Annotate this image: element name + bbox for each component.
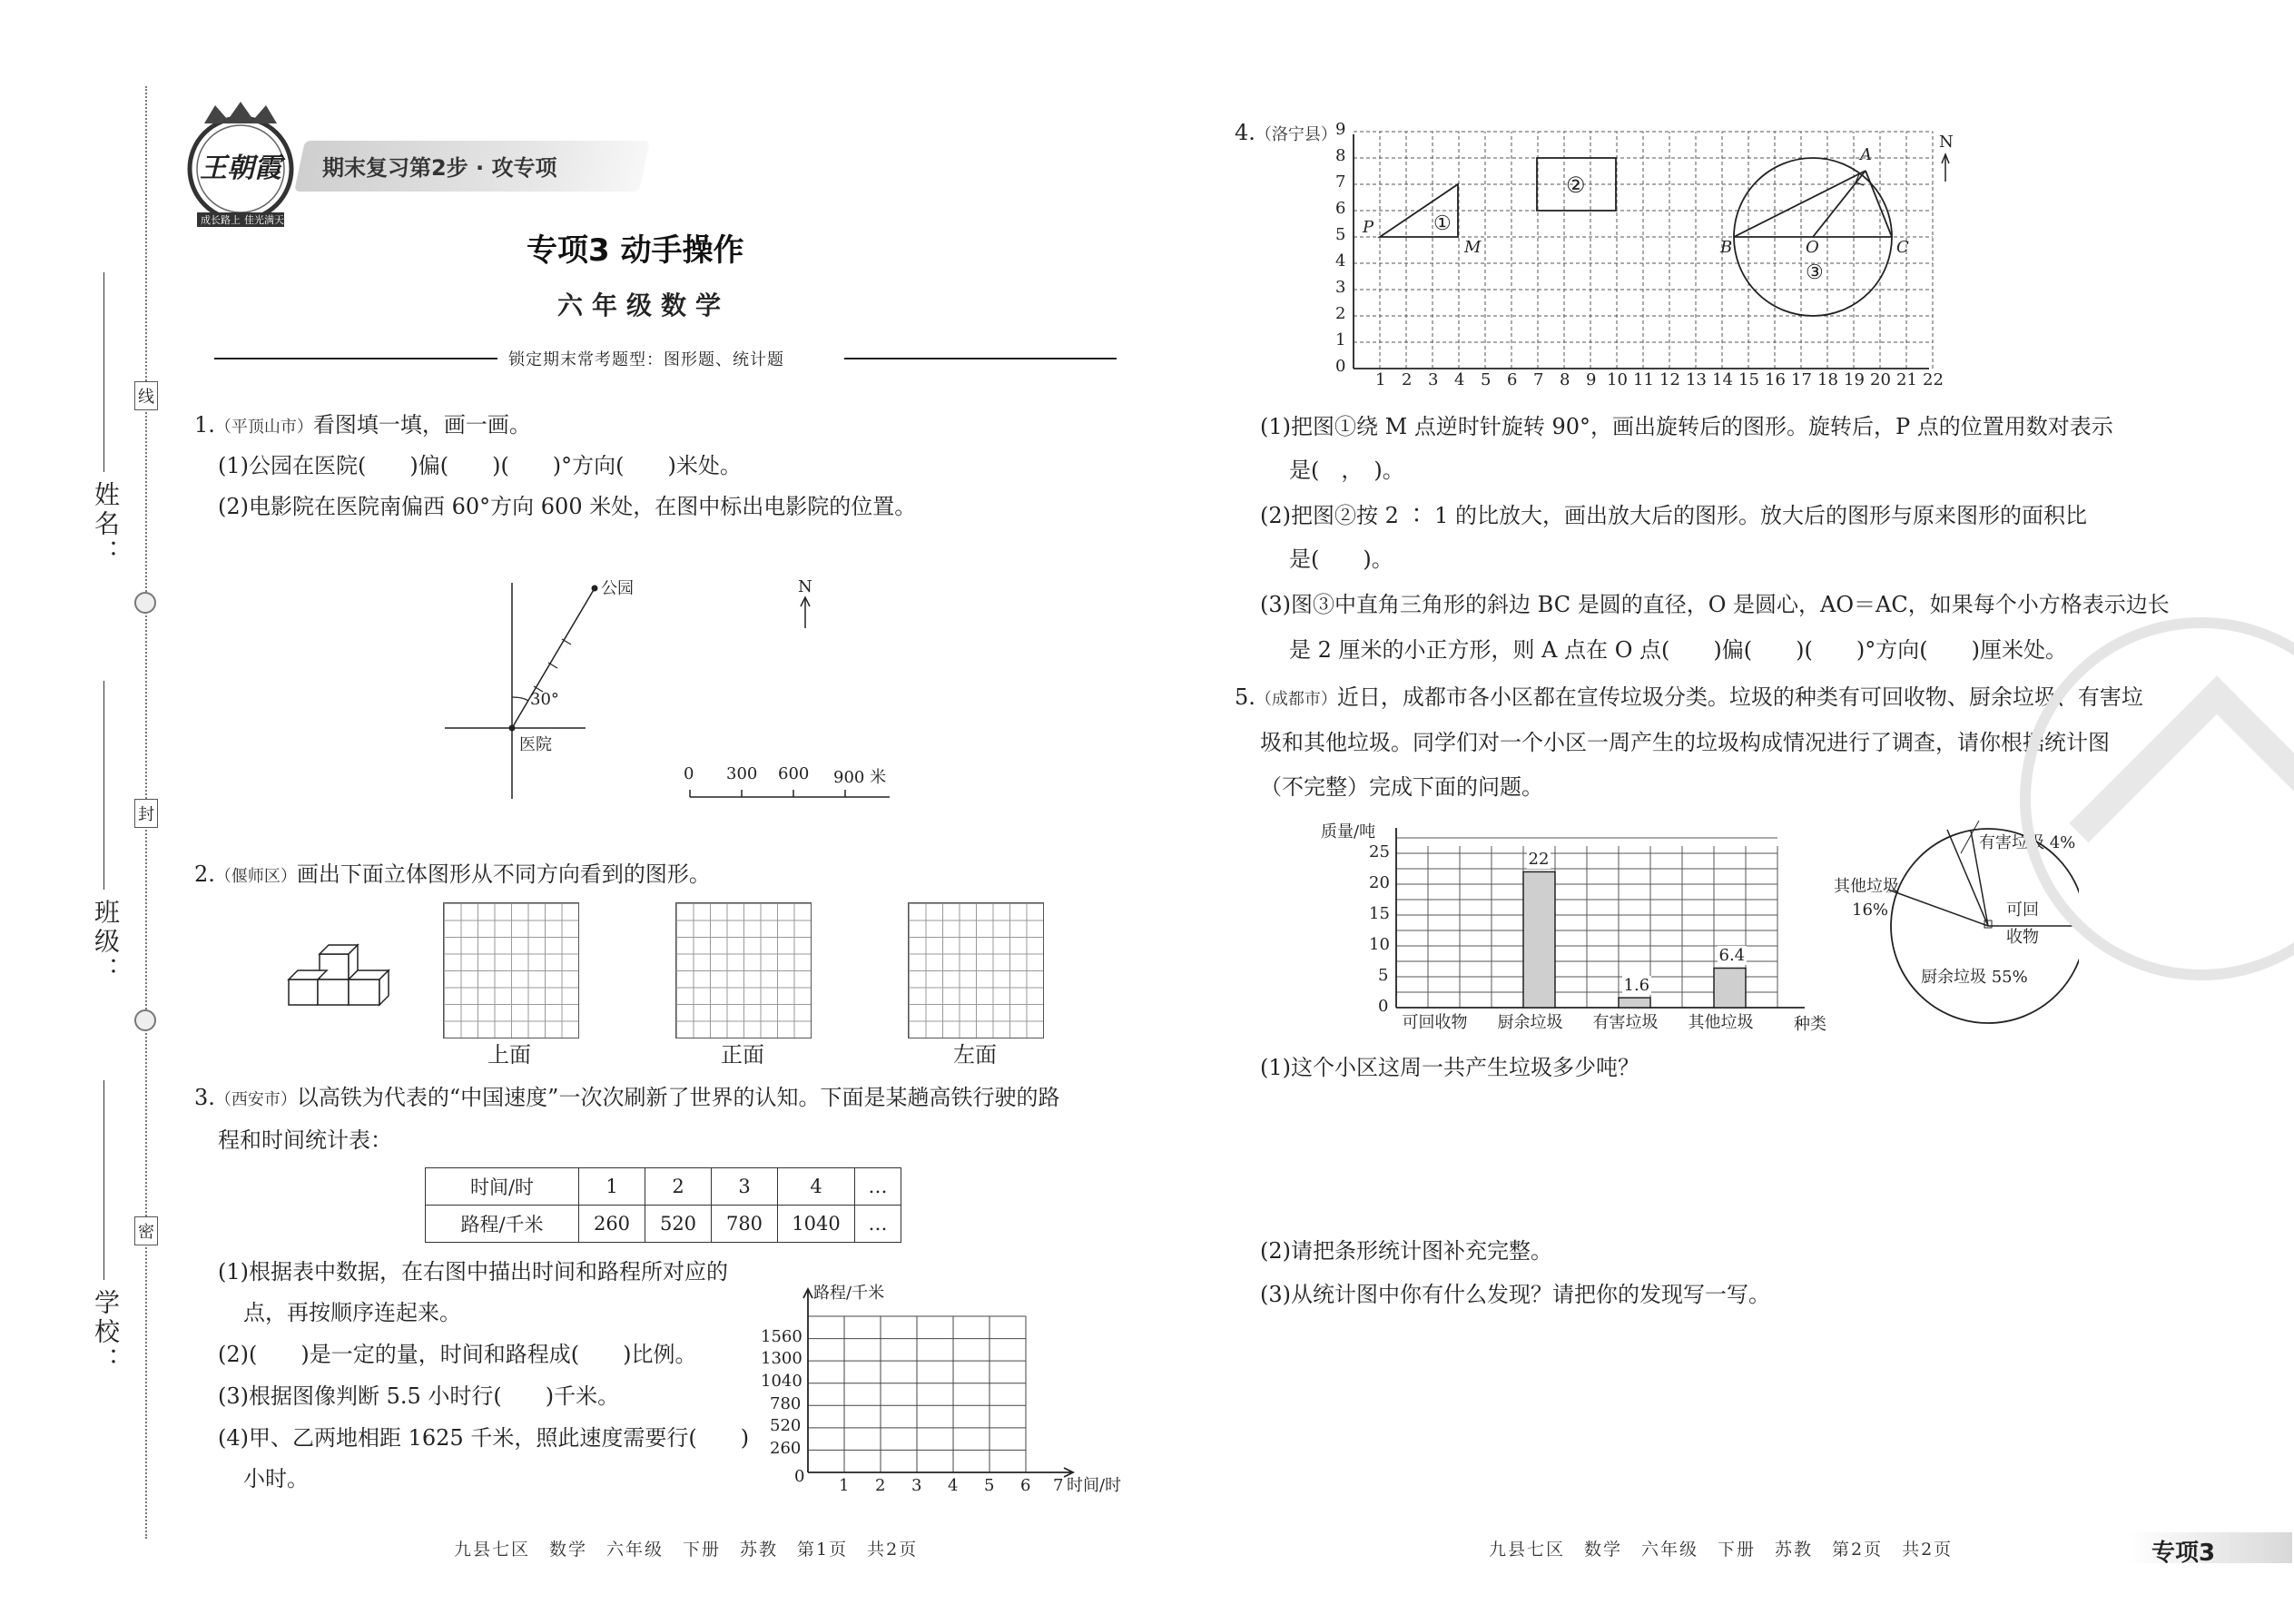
q1-heading xyxy=(194,410,531,442)
q3-text1: 以高铁为代表的“中国速度”一次次刷新了世界的认知。下面是某趟高铁行驶的路 xyxy=(296,1085,1060,1110)
grid-xtick: 22 xyxy=(1923,370,1944,389)
q5-sub3: (3)从统计图中你有什么发现？请把你的发现写一写。 xyxy=(1260,1282,1770,1307)
table-cell: 2 xyxy=(645,1168,712,1206)
y-tick-label: 10 xyxy=(1369,935,1390,954)
table-cell: 时间/时 xyxy=(426,1168,579,1206)
binding-hole-icon xyxy=(134,592,156,614)
q3-sub4b: 小时。 xyxy=(243,1466,309,1491)
view-grid-front[interactable] xyxy=(675,902,812,1038)
grid-xtick: 8 xyxy=(1560,370,1570,389)
category-label: 其他垃圾 xyxy=(1688,1013,1754,1032)
table-cell: 1040 xyxy=(778,1206,855,1243)
tagline-rule-left xyxy=(214,358,497,359)
view-label-top: 上面 xyxy=(487,1042,531,1068)
y-tick-label: 25 xyxy=(1369,842,1390,861)
q4-sub1a: (1)把图①绕 M 点逆时针旋转 90°，画出旋转后的图形。旋转后，P 点的位置用数对表示 xyxy=(1260,414,2113,439)
header-banner-text: 期末复习第2步 · 攻专项 xyxy=(322,155,557,181)
graph-xlabel: 时间/时 xyxy=(1067,1476,1122,1495)
q4-sub3b: 是 2 厘米的小正方形，则 A 点在 O 点( )偏( )( )°方向( )厘米处。 xyxy=(1289,637,2067,663)
y-tick-label: 0 xyxy=(1378,997,1389,1016)
graph-ytick: 1560 xyxy=(761,1327,802,1346)
label-three: ③ xyxy=(1806,261,1824,284)
class-label: 班级： xyxy=(91,899,121,986)
graph-ytick: 1300 xyxy=(761,1349,802,1368)
q4-sub2b: 是( )。 xyxy=(1289,546,1393,572)
q3-heading xyxy=(194,1083,1059,1115)
grid-xtick: 12 xyxy=(1659,370,1680,389)
q2-heading xyxy=(194,860,711,891)
grid-xtick: 17 xyxy=(1791,370,1812,389)
chart-xlabel: 种类 xyxy=(1794,1015,1826,1034)
binding-mark-xian: 线 xyxy=(134,381,158,410)
table-cell: 1 xyxy=(579,1168,645,1206)
binding-mark-feng: 封 xyxy=(134,799,158,828)
graph-xtick: 6 xyxy=(1020,1476,1031,1495)
grid-xtick: 1 xyxy=(1375,370,1386,389)
q5-sub2: (2)请把条形统计图补充完整。 xyxy=(1260,1238,1552,1264)
north-label: N xyxy=(798,577,812,596)
grid-ytick: 9 xyxy=(1335,120,1346,139)
grid-ytick: 3 xyxy=(1335,278,1346,297)
label-P: P xyxy=(1363,218,1374,237)
table-cell: 520 xyxy=(645,1206,712,1243)
label-B: B xyxy=(1720,238,1733,257)
grid-ytick: 8 xyxy=(1335,146,1346,165)
bar-data-label: 6.4 xyxy=(1718,946,1746,966)
q1-source: （平顶山市） xyxy=(214,418,313,437)
binding-mark-mi: 密 xyxy=(134,1216,158,1245)
q5-number: 5. xyxy=(1235,684,1255,710)
park-label: 公园 xyxy=(601,579,634,598)
category-label: 有害垃圾 xyxy=(1592,1013,1659,1032)
chart-ylabel: 质量/吨 xyxy=(1321,822,1376,842)
q4-sub3a: (3)图③中直角三角形的斜边 BC 是圆的直径，O 是圆心，AO＝AC，如果每个小方格表示边长 xyxy=(1260,592,2170,617)
binding-hole-icon xyxy=(134,1009,156,1031)
table-row xyxy=(426,1168,901,1206)
grid-xtick: 11 xyxy=(1633,370,1654,389)
y-tick-label: 5 xyxy=(1378,966,1389,985)
q2-number: 2. xyxy=(194,861,215,887)
scale-0: 0 xyxy=(684,764,694,783)
graph-xtick: 2 xyxy=(875,1476,886,1495)
q2-source: （偃师区） xyxy=(214,867,297,886)
grid-xtick: 6 xyxy=(1507,370,1518,389)
school-blank xyxy=(103,1080,104,1280)
page-title: 专项3 动手操作 xyxy=(527,232,744,269)
class-blank xyxy=(103,681,104,890)
bar xyxy=(1619,998,1650,1008)
q5-text1: 近日，成都市各小区都在宣传垃圾分类。垃圾的种类有可回收物、厨余垃圾、有害垃 xyxy=(1336,684,2143,710)
grid-ytick: 4 xyxy=(1335,251,1346,271)
y-tick-label: 15 xyxy=(1369,904,1390,923)
graph-xtick: 3 xyxy=(911,1476,922,1495)
q4-number: 4. xyxy=(1235,120,1255,145)
grid-ytick: 7 xyxy=(1335,172,1346,192)
graph-ytick: 520 xyxy=(770,1416,802,1435)
grid-xtick: 20 xyxy=(1870,370,1891,389)
q3-sub2: (2)( )是一定的量，时间和路程成( )比例。 xyxy=(218,1342,697,1367)
logo-text: 王朝霞 xyxy=(200,153,281,184)
grid-xtick: 16 xyxy=(1765,370,1786,389)
brand-logo xyxy=(177,100,304,227)
pie-other-a: 其他垃圾 xyxy=(1834,877,1899,896)
footer-left: 九县七区 数学 六年级 下册 苏教 第1页 共2页 xyxy=(454,1540,919,1560)
label-C: C xyxy=(1896,238,1909,257)
pie-kitchen: 厨余垃圾 55% xyxy=(1921,968,2028,987)
label-O: O xyxy=(1806,238,1819,257)
scale-300: 300 xyxy=(726,764,758,783)
table-cell: 780 xyxy=(712,1206,778,1243)
category-label: 厨余垃圾 xyxy=(1497,1013,1563,1032)
grid-ytick: 2 xyxy=(1335,304,1346,323)
grid-ytick: 5 xyxy=(1335,225,1346,244)
tagline-rule-right xyxy=(844,358,1117,359)
label-one: ① xyxy=(1433,212,1452,235)
graph-xtick: 1 xyxy=(839,1476,850,1495)
grid-ytick: 0 xyxy=(1335,357,1346,376)
graph-origin: 0 xyxy=(794,1467,805,1486)
grid-xtick: 19 xyxy=(1844,370,1865,389)
label-A: A xyxy=(1860,145,1872,164)
grid-xtick: 13 xyxy=(1686,370,1707,389)
q1-text: 看图填一填，画一画。 xyxy=(312,412,531,438)
q1-sub2: (2)电影院在医院南偏西 60°方向 600 米处，在图中标出电影院的位置。 xyxy=(218,494,917,519)
q5-text2: 圾和其他垃圾。同学们对一个小区一周产生的垃圾构成情况进行了调查，请你根据统计图 xyxy=(1260,730,2110,755)
q3-table xyxy=(425,1167,901,1243)
view-grid-left[interactable] xyxy=(908,902,1044,1038)
q4-source: （洛宁县） xyxy=(1255,125,1337,144)
graph-xtick: 5 xyxy=(984,1476,995,1495)
q5-heading xyxy=(1235,683,2143,714)
grid-xtick: 7 xyxy=(1533,370,1544,389)
q3-number: 3. xyxy=(194,1085,215,1110)
grid-xtick: 14 xyxy=(1712,370,1733,389)
q5-sub1: (1)这个小区这周一共产生垃圾多少吨？ xyxy=(1260,1055,1639,1080)
q2-text: 画出下面立体图形从不同方向看到的图形。 xyxy=(296,861,711,887)
grid-xtick: 5 xyxy=(1481,370,1492,389)
bar-data-label: 22 xyxy=(1528,850,1550,870)
category-label: 可回收物 xyxy=(1402,1013,1468,1032)
q1-number: 1. xyxy=(194,412,215,438)
q3-sub4a: (4)甲、乙两地相距 1625 千米，照此速度需要行( ) xyxy=(218,1425,750,1451)
label-north: N xyxy=(1939,133,1954,152)
graph-ytick: 1040 xyxy=(761,1372,802,1391)
bar xyxy=(1523,871,1555,1008)
label-two: ② xyxy=(1566,172,1586,198)
q3-sub1b: 点，再按顺序连起来。 xyxy=(243,1300,461,1325)
graph-ytick: 260 xyxy=(770,1439,802,1458)
view-grid-top[interactable] xyxy=(443,902,579,1038)
grid-xtick: 18 xyxy=(1817,370,1838,389)
q4-sub2a: (2)把图②按 2 ∶ 1 的比放大，画出放大后的图形。放大后的图形与原来图形的面积比 xyxy=(1260,503,2088,528)
grid-ytick: 1 xyxy=(1335,330,1346,349)
q3-sub1a: (1)根据表中数据，在右图中描出时间和路程所对应的 xyxy=(218,1259,728,1284)
footer-right: 九县七区 数学 六年级 下册 苏教 第2页 共2页 xyxy=(1489,1540,1954,1560)
label-M: M xyxy=(1464,238,1482,257)
pie-recyclable-b: 收物 xyxy=(2006,928,2039,947)
table-cell: 4 xyxy=(778,1168,855,1206)
hospital-label: 医院 xyxy=(519,735,552,754)
q5-text3: （不完整）完成下面的问题。 xyxy=(1260,774,1543,800)
graph-ytick: 780 xyxy=(770,1394,802,1413)
scale-600: 600 xyxy=(778,764,810,783)
table-row xyxy=(426,1206,901,1243)
graph-ylabel: 路程/千米 xyxy=(813,1284,885,1303)
table-cell: … xyxy=(855,1206,901,1243)
table-cell: 260 xyxy=(579,1206,645,1243)
logo-sub-left: 成长路上 xyxy=(201,214,241,226)
bar xyxy=(1714,968,1746,1008)
grid-xtick: 21 xyxy=(1896,370,1917,389)
grid-xtick: 10 xyxy=(1607,370,1628,389)
name-label: 姓名： xyxy=(91,481,121,568)
tagline: 锁定期末常考题型：图形题、统计题 xyxy=(508,350,784,369)
grid-ytick: 6 xyxy=(1335,199,1346,218)
school-label: 学校： xyxy=(91,1289,121,1376)
table-cell: … xyxy=(855,1168,901,1206)
q3-graph[interactable] xyxy=(744,1280,1144,1507)
name-blank xyxy=(103,272,104,472)
grid-xtick: 2 xyxy=(1402,370,1413,389)
q3-source: （西安市） xyxy=(214,1090,297,1109)
pie-recyclable-a: 可回 xyxy=(2006,901,2039,920)
q4-sub1b: 是( ， )。 xyxy=(1289,458,1404,483)
pie-other-b: 16% xyxy=(1852,901,1889,920)
grid-xtick: 15 xyxy=(1738,370,1759,389)
view-label-front: 正面 xyxy=(721,1042,764,1068)
scale-900: 900 米 xyxy=(833,768,887,787)
q3-text2: 程和时间统计表： xyxy=(218,1127,392,1153)
page-tag: 专项3 xyxy=(2151,1540,2216,1567)
page-subtitle: 六年级数学 xyxy=(557,290,731,320)
table-cell: 路程/千米 xyxy=(426,1206,579,1243)
graph-xtick: 4 xyxy=(948,1476,959,1495)
cube-figure xyxy=(272,921,390,1012)
pie-hazardous: 有害垃圾 4% xyxy=(1979,833,2076,852)
q5-source: （成都市） xyxy=(1255,690,1337,709)
view-label-left: 左面 xyxy=(953,1042,997,1068)
q1-sub1: (1)公园在医院( )偏( )( )°方向( )米处。 xyxy=(218,453,742,478)
angle-label: 30° xyxy=(530,690,559,709)
grid-xtick: 4 xyxy=(1454,370,1465,389)
graph-xtick: 7 xyxy=(1053,1476,1064,1495)
bar-data-label: 1.6 xyxy=(1623,976,1650,996)
q5-bar-chart xyxy=(1316,815,1843,1042)
q1-direction-figure xyxy=(436,563,944,808)
grid-xtick: 9 xyxy=(1586,370,1597,389)
logo-sub-right: 佳光满天 xyxy=(244,214,284,226)
grid-xtick: 3 xyxy=(1428,370,1439,389)
q4-coordinate-grid[interactable] xyxy=(1321,118,1974,408)
table-cell: 3 xyxy=(712,1168,778,1206)
y-tick-label: 20 xyxy=(1369,873,1390,892)
q3-sub3: (3)根据图像判断 5.5 小时行( )千米。 xyxy=(218,1383,620,1409)
